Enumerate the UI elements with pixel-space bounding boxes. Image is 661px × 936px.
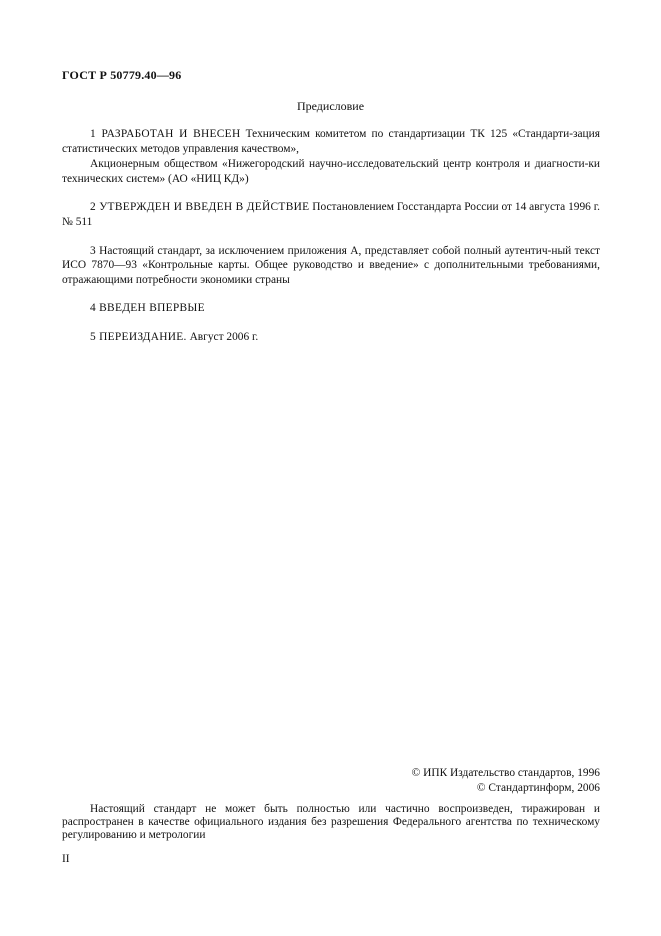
foreword-title: Предисловие (296, 99, 365, 113)
item-1-text: Техническим комитетом по стандартизации ТК 125 «Стандарти-зация статистических методов управления качеством», (62, 128, 600, 155)
foreword-item-1-continuation: Акционерным обществом «Нижегородский научно-исследовательский центр контроля и диагности-ки технических систем» (АО «НИЦ КД») (62, 158, 600, 185)
reproduction-notice: Настоящий стандарт не может быть полностью или частично воспроизведен, тиражирован и распространен в качестве официального издания без разрешения Федерального агентства по техническому регулированию и метрологии (62, 803, 600, 842)
foreword-item-2 (62, 200, 600, 229)
item-2-lead: 2 УТВЕРЖДЕН И ВВЕДЕН В ДЕЙСТВИЕ (90, 201, 310, 214)
item-1-lead: 1 РАЗРАБОТАН И ВНЕСЕН (90, 128, 241, 140)
item-2-text: Постановлением Госстандарта России от 14 августа 1996 г. № 511 (62, 201, 601, 228)
document-code: ГОСТ Р 50779.40—96 (62, 68, 182, 82)
item-5-lead: 5 ПЕРЕИЗДАНИЕ. (90, 330, 187, 343)
copyright-line-2: © Стандартинформ, 2006 (476, 781, 600, 794)
item-4-lead: 4 ВВЕДЕН ВПЕРВЫЕ (90, 302, 205, 315)
foreword-item-3: 3 Настоящий стандарт, за исключением приложения А, представляет собой полный аутентич-ный текст ИСО 7870—93 «Контрольные карты. Общее руководство и введение» с дополнительными требованиями, отражающими потребности экономики страны (62, 244, 600, 286)
foreword-body (62, 127, 600, 345)
copyright-block (412, 766, 600, 795)
foreword-item-1 (62, 127, 600, 156)
foreword-item-4 (62, 301, 600, 316)
item-5-text: Август 2006 г. (186, 330, 259, 343)
copyright-line-1: © ИПК Издательство стандартов, 1996 (411, 767, 600, 779)
page-number: II (62, 853, 70, 865)
foreword-item-5 (62, 330, 600, 345)
